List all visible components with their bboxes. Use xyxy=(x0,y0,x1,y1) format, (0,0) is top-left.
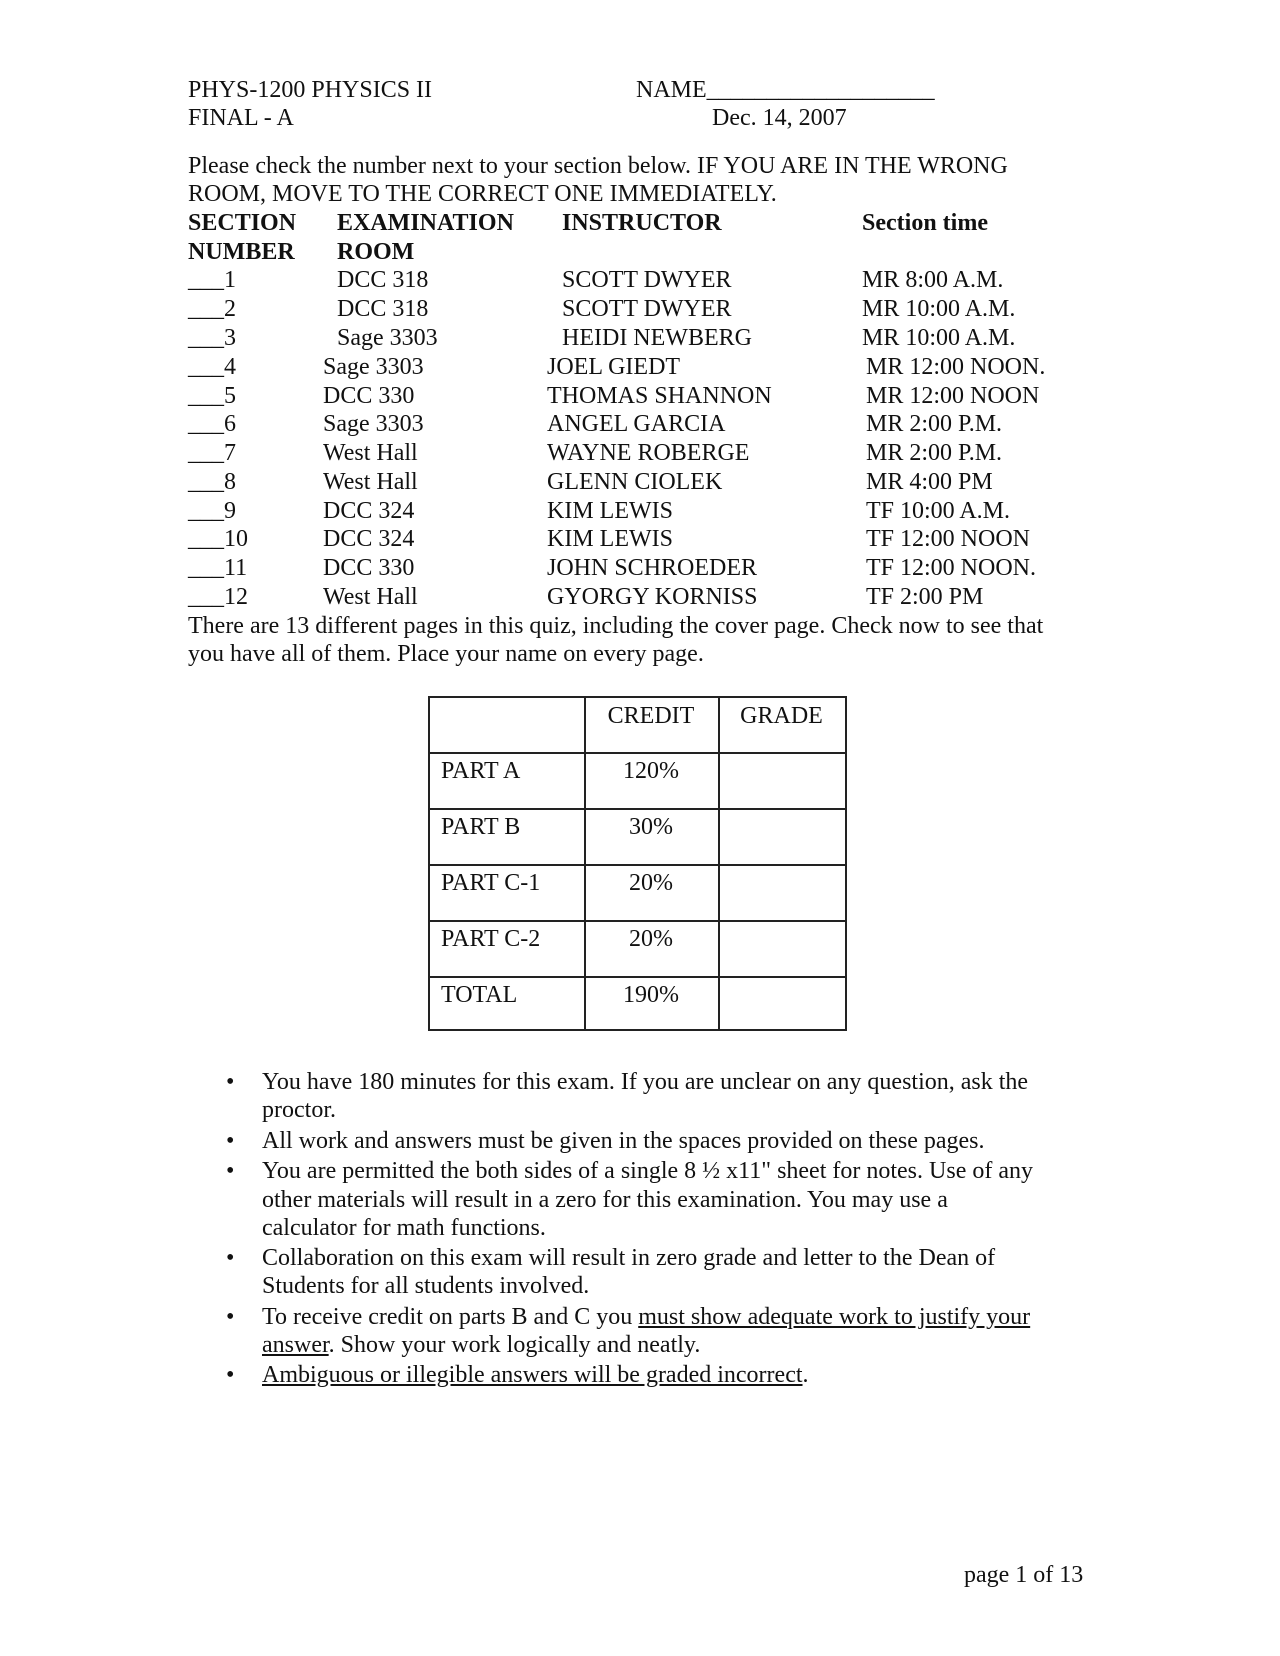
rule-text: calculator for math functions. xyxy=(262,1215,546,1241)
rule-text-underlined: answer xyxy=(262,1332,329,1358)
rule-text: All work and answers must be given in the spaces provided on these pages. xyxy=(262,1128,985,1154)
course-title: PHYS-1200 PHYSICS II xyxy=(188,77,433,103)
part-credit: 190% xyxy=(623,982,679,1008)
bullet-icon: • xyxy=(226,1245,235,1271)
section-instructor: ANGEL GARCIA xyxy=(547,411,726,437)
section-instructor: HEIDI NEWBERG xyxy=(562,325,752,351)
section-number[interactable]: ___10 xyxy=(188,526,248,552)
section-instructor: GYORGY KORNISS xyxy=(547,584,758,610)
header-examination: EXAMINATION xyxy=(337,210,514,236)
rule-text xyxy=(262,1331,700,1359)
page-number: page 1 of 13 xyxy=(964,1562,1084,1588)
section-room: West Hall xyxy=(323,469,418,495)
part-label: TOTAL xyxy=(441,982,518,1008)
header-room: ROOM xyxy=(337,239,415,265)
rule-text: proctor. xyxy=(262,1097,336,1123)
section-room: DCC 324 xyxy=(323,498,415,524)
part-credit: 120% xyxy=(623,758,679,784)
rule-text: You have 180 minutes for this exam. If you are unclear on any question, ask the xyxy=(262,1069,1029,1095)
section-room: Sage 3303 xyxy=(323,354,424,380)
section-time: MR 12:00 NOON. xyxy=(866,354,1046,380)
grade-cell[interactable] xyxy=(720,978,845,1029)
instruction-line-2: ROOM, MOVE TO THE CORRECT ONE IMMEDIATELY. xyxy=(188,181,777,207)
credit-header: CREDIT xyxy=(607,703,695,729)
section-number[interactable]: ___6 xyxy=(188,411,236,437)
header-number: NUMBER xyxy=(188,239,295,265)
pages-note-line-1: There are 13 different pages in this quiz, including the cover page. Check now to see that xyxy=(188,613,1044,639)
section-room: DCC 330 xyxy=(323,383,415,409)
section-number[interactable]: ___3 xyxy=(188,325,236,351)
grade-header: GRADE xyxy=(740,703,823,729)
section-instructor: JOHN SCHROEDER xyxy=(547,555,758,581)
grade-cell[interactable] xyxy=(720,922,845,974)
grade-cell[interactable] xyxy=(720,754,845,806)
section-room: Sage 3303 xyxy=(337,325,438,351)
bullet-icon: • xyxy=(226,1362,235,1388)
bullet-icon: • xyxy=(226,1304,235,1330)
section-room: West Hall xyxy=(323,584,418,610)
section-time: TF 12:00 NOON xyxy=(866,526,1031,552)
section-number[interactable]: ___2 xyxy=(188,296,236,322)
section-time: TF 12:00 NOON. xyxy=(866,555,1037,581)
section-instructor: THOMAS SHANNON xyxy=(547,383,772,409)
rule-text: Collaboration on this exam will result in zero grade and letter to the Dean of xyxy=(262,1245,996,1271)
exam-date: Dec. 14, 2007 xyxy=(712,105,847,131)
section-number[interactable]: ___8 xyxy=(188,469,236,495)
part-credit: 20% xyxy=(629,926,673,952)
section-instructor: WAYNE ROBERGE xyxy=(547,440,750,466)
pages-note-line-2: you have all of them. Place your name on every page. xyxy=(188,641,704,667)
section-room: DCC 318 xyxy=(337,296,429,322)
rule-text: You are permitted the both sides of a single 8 ½ x11" sheet for notes. Use of any xyxy=(262,1158,1033,1184)
section-instructor: GLENN CIOLEK xyxy=(547,469,723,495)
section-instructor: KIM LEWIS xyxy=(547,498,673,524)
header-section: SECTION xyxy=(188,210,297,236)
exam-title: FINAL - A xyxy=(188,105,294,131)
rule-text xyxy=(262,1361,809,1389)
instruction-line-1: Please check the number next to your section below. IF YOU ARE IN THE WRONG xyxy=(188,153,1008,179)
part-label: PART B xyxy=(441,814,521,840)
section-number[interactable]: ___1 xyxy=(188,267,236,293)
section-number[interactable]: ___4 xyxy=(188,354,236,380)
bullet-icon: • xyxy=(226,1069,235,1095)
section-instructor: SCOTT DWYER xyxy=(562,267,732,293)
section-time: TF 10:00 A.M. xyxy=(866,498,1011,524)
part-credit: 30% xyxy=(629,814,673,840)
rule-text-plain: . Show your work logically and neatly. xyxy=(328,1332,701,1358)
bullet-icon: • xyxy=(226,1128,235,1154)
section-room: Sage 3303 xyxy=(323,411,424,437)
score-table xyxy=(428,696,847,1031)
rule-text xyxy=(262,1303,1030,1331)
part-label: PART C-1 xyxy=(441,870,541,896)
rule-text: Students for all students involved. xyxy=(262,1273,590,1299)
section-number[interactable]: ___7 xyxy=(188,440,236,466)
section-time: MR 2:00 P.M. xyxy=(866,411,1003,437)
section-number[interactable]: ___11 xyxy=(188,555,248,581)
section-instructor: KIM LEWIS xyxy=(547,526,673,552)
section-number[interactable]: ___12 xyxy=(188,584,248,610)
section-time: MR 12:00 NOON xyxy=(866,383,1040,409)
section-number[interactable]: ___9 xyxy=(188,498,236,524)
part-credit: 20% xyxy=(629,870,673,896)
part-label: PART C-2 xyxy=(441,926,541,952)
rule-text-plain: To receive credit on parts B and C you xyxy=(262,1304,639,1330)
section-instructor: SCOTT DWYER xyxy=(562,296,732,322)
rule-text-plain: . xyxy=(802,1362,809,1388)
section-time: MR 2:00 P.M. xyxy=(866,440,1003,466)
section-room: DCC 330 xyxy=(323,555,415,581)
section-room: DCC 318 xyxy=(337,267,429,293)
rule-text-underlined: Ambiguous or illegible answers will be graded incorrect xyxy=(262,1362,803,1388)
bullet-icon: • xyxy=(226,1158,235,1184)
section-time: MR 10:00 A.M. xyxy=(862,325,1016,351)
rule-text: other materials will result in a zero for this examination. You may use a xyxy=(262,1187,948,1213)
header-instructor: INSTRUCTOR xyxy=(562,210,722,236)
section-instructor: JOEL GIEDT xyxy=(547,354,681,380)
name-field: NAME___________________ xyxy=(636,77,935,103)
rule-text-underlined: must show adequate work to justify your xyxy=(638,1304,1031,1330)
section-room: DCC 324 xyxy=(323,526,415,552)
section-room: West Hall xyxy=(323,440,418,466)
grade-cell[interactable] xyxy=(720,810,845,862)
section-number[interactable]: ___5 xyxy=(188,383,236,409)
section-time: MR 4:00 PM xyxy=(866,469,993,495)
part-label: PART A xyxy=(441,758,521,784)
section-time: MR 8:00 A.M. xyxy=(862,267,1004,293)
grade-cell[interactable] xyxy=(720,866,845,918)
header-section-time: Section time xyxy=(862,210,988,236)
section-time: TF 2:00 PM xyxy=(866,584,984,610)
section-time: MR 10:00 A.M. xyxy=(862,296,1016,322)
